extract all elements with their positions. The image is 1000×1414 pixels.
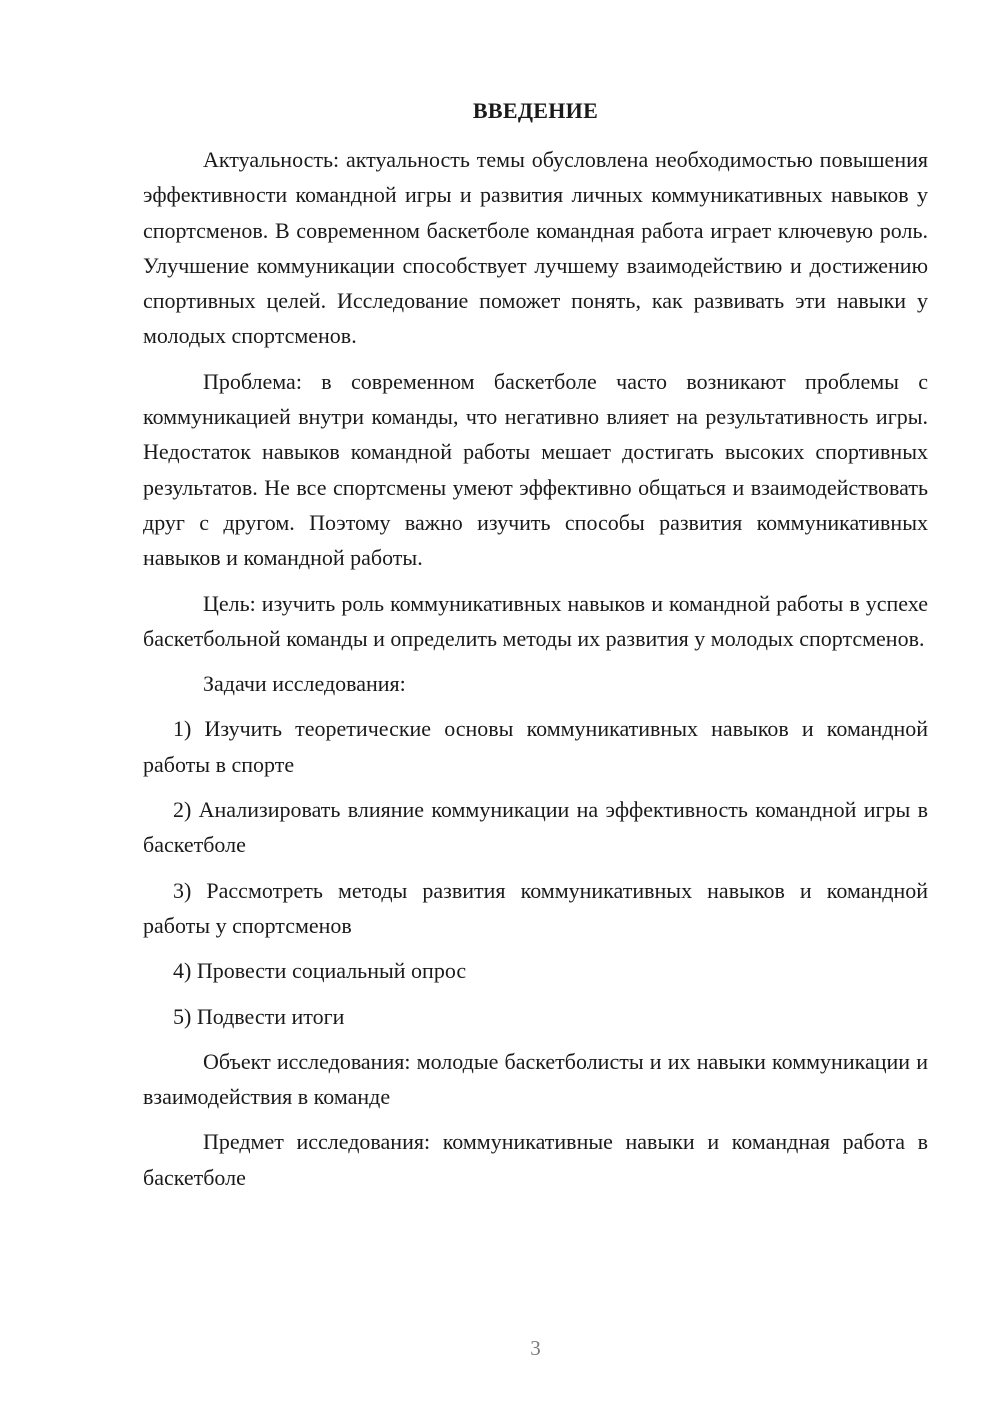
page-title: ВВЕДЕНИЕ — [472, 98, 599, 123]
task-item: 1) Изучить теоретические основы коммуникативных навыков и командной работы в спорте — [143, 716, 928, 777]
goal-paragraph: Цель: изучить роль коммуникативных навыков и командной работы в успехе баскетбольной команды и определить методы их развития у молодых спортсменов. — [143, 590, 928, 651]
task-item: 4) Провести социальный опрос — [173, 958, 467, 984]
task-item: 5) Подвести итоги — [173, 1003, 345, 1029]
tasks-heading: Задачи исследования: — [203, 671, 406, 697]
document-page — [143, 0, 928, 1414]
relevance-paragraph: Актуальность: актуальность темы обусловлена необходимостью повышения эффективности командной игры и развития личных коммуникативных навыков у спортсменов. В современном баскетболе командная работа играет ключевую роль. Улучшение коммуникации способствует лучшему взаимодействию и достижению спортивных целей. Исследование поможет понять, как развивать эти навыки у молодых спортсменов. — [143, 147, 928, 349]
problem-paragraph: Проблема: в современном баскетболе часто возникают проблемы с коммуникацией внутри команды, что негативно влияет на результативность игры. Недостаток навыков командной работы мешает достигать высоких спортивных результатов. Не все спортсмены умеют эффективно общаться и взаимодействовать друг с другом. Поэтому важно изучить способы развития коммуникативных навыков и командной работы. — [143, 368, 928, 571]
page-number: 3 — [530, 1336, 541, 1360]
page-content — [143, 142, 928, 1205]
task-item: 2) Анализировать влияние коммуникации на эффективность командной игры в баскетболе — [143, 797, 928, 858]
subject-paragraph: Предмет исследования: коммуникативные навыки и командная работа в баскетболе — [143, 1129, 928, 1190]
task-item: 3) Рассмотреть методы развития коммуникативных навыков и командной работы у спортсменов — [143, 877, 928, 938]
object-paragraph: Объект исследования: молодые баскетболисты и их навыки коммуникации и взаимодействия в команде — [143, 1048, 928, 1110]
